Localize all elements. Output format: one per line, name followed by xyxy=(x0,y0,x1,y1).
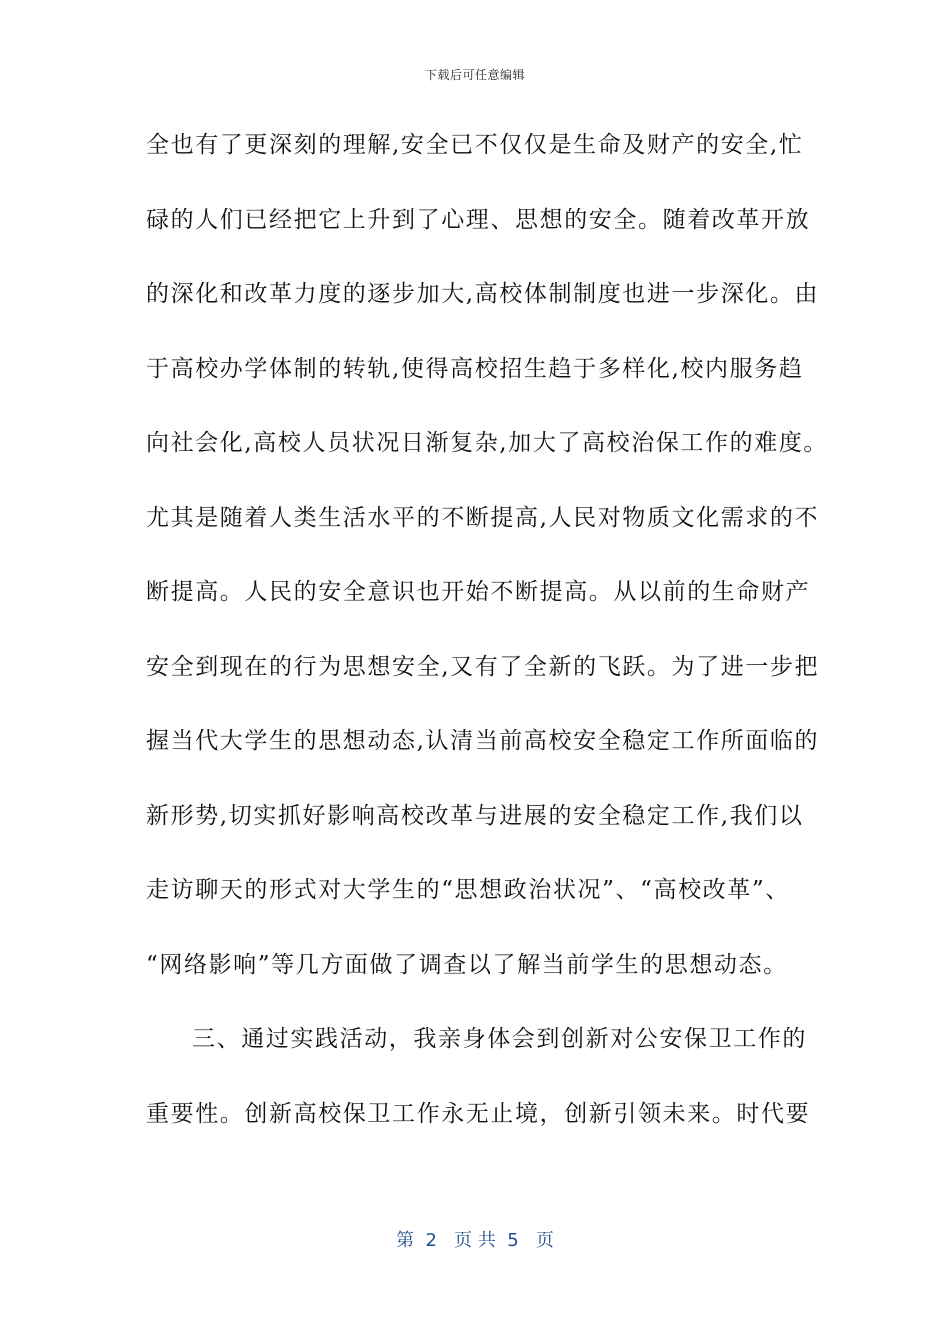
text-line: 新形势,切实抓好影响高校改革与进展的安全稳定工作,我们以 xyxy=(146,802,804,829)
section-heading-line: 三、通过实践活动，我亲身体会到创新对公安保卫工作的 xyxy=(192,1026,807,1052)
document-body xyxy=(146,130,829,1173)
text-line: 的深化和改革力度的逐步加大,高校体制制度也进一步深化。由 xyxy=(146,281,820,307)
text-line: 全也有了更深刻的理解,安全已不仅仅是生命及财产的安全,忙 xyxy=(146,132,804,158)
text-line: 向社会化,高校人员状况日渐复杂,加大了高校治保工作的难度。 xyxy=(146,430,829,456)
text-line: 断提高。人民的安全意识也开始不断提高。从以前的生命财产 xyxy=(146,579,811,605)
page-number: 第 2 页 共 5 页 xyxy=(396,1230,554,1251)
text-line: 于高校办学体制的转轨,使得高校招生趋于多样化,校内服务趋 xyxy=(146,355,804,382)
text-line: 重要性。创新高校保卫工作永无止境，创新引领未来。时代要 xyxy=(146,1100,811,1127)
text-line: 安全到现在的行为思想安全,又有了全新的飞跃。为了进一步把 xyxy=(146,653,820,680)
header-note: 下载后可任意编辑 xyxy=(424,68,525,82)
text-line: 走访聊天的形式对大学生的“思想政治状况”、“高校改革”、 xyxy=(146,877,790,903)
text-line: “网络影响”等几方面做了调查以了解当前学生的思想动态。 xyxy=(146,951,788,978)
text-line: 握当代大学生的思想动态,认清当前高校安全稳定工作所面临的 xyxy=(146,728,820,754)
text-line: 尤其是随着人类生活水平的不断提高,人民对物质文化需求的不 xyxy=(146,504,820,531)
text-line: 碌的人们已经把它上升到了心理、思想的安全。随着改革开放 xyxy=(146,206,811,233)
